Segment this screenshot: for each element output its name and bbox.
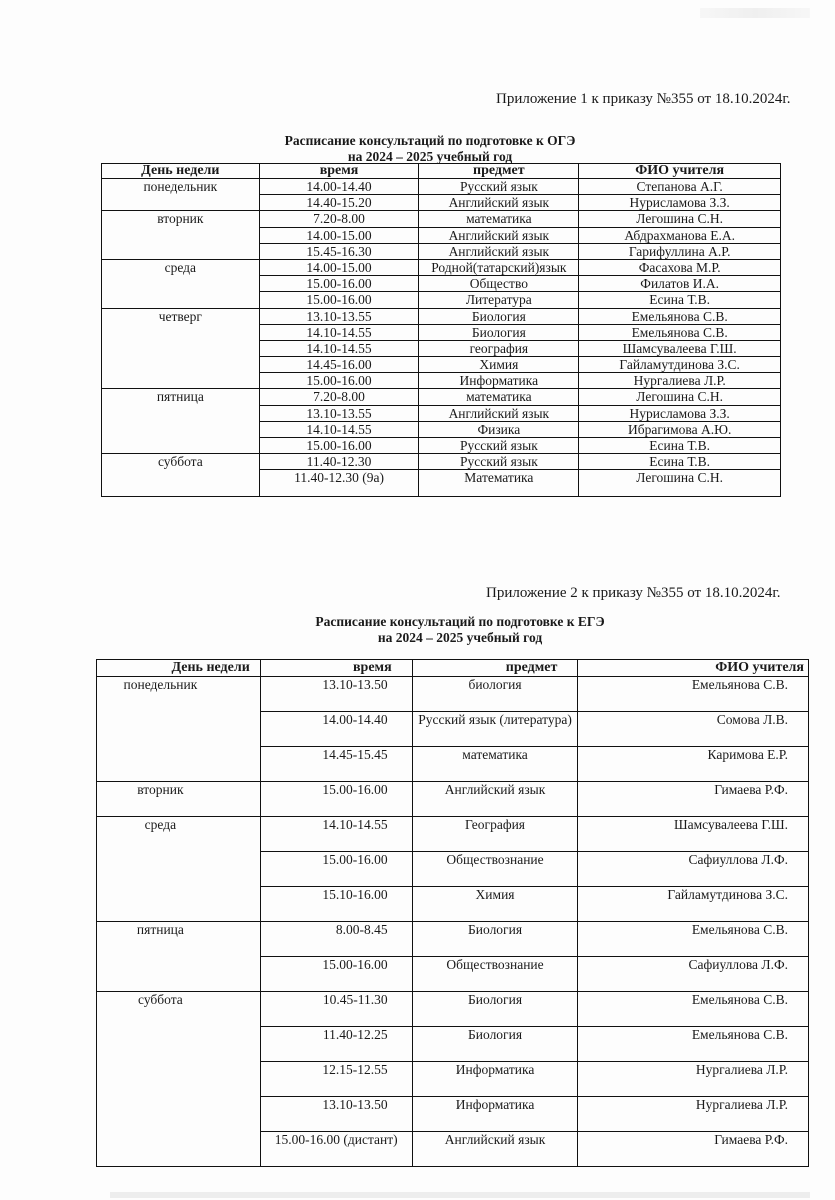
time-cell: 14.10-14.55: [260, 817, 412, 852]
subject-cell: Биология: [419, 308, 579, 324]
teacher-cell: Ибрагимова А.Ю.: [579, 421, 781, 437]
subject-cell: Родной(татарский)язык: [419, 259, 579, 275]
header-day: День недели: [102, 164, 260, 179]
table-row: [102, 211, 781, 227]
subject-cell: Химия: [412, 887, 578, 922]
subject-cell: математика: [419, 211, 579, 227]
ege-schedule-table: [96, 659, 809, 1167]
time-cell: 15.00-16.00: [259, 373, 419, 389]
table-row: [102, 308, 781, 324]
header-subject: предмет: [419, 164, 579, 179]
time-cell: 15.10-16.00: [260, 887, 412, 922]
teacher-cell: Гайламутдинова З.С.: [578, 887, 809, 922]
header-teacher: ФИО учителя: [578, 660, 809, 677]
time-cell: 14.10-14.55: [259, 324, 419, 340]
teacher-cell: Емельянова С.В.: [578, 992, 809, 1027]
table-header-row: [97, 660, 809, 677]
ege-table-body: [97, 677, 809, 1167]
day-cell: вторник: [102, 211, 260, 260]
subject-cell: Русский язык: [419, 438, 579, 454]
subject-cell: Английский язык: [419, 405, 579, 421]
teacher-cell: Есина Т.В.: [579, 454, 781, 470]
subject-cell: Общество: [419, 276, 579, 292]
table-row: [97, 677, 809, 712]
teacher-cell: Шамсувалеева Г.Ш.: [578, 817, 809, 852]
teacher-cell: Гарифуллина А.Р.: [579, 243, 781, 259]
table-row: [97, 992, 809, 1027]
teacher-cell: Емельянова С.В.: [578, 677, 809, 712]
teacher-cell: Сафиуллова Л.Ф.: [578, 957, 809, 992]
time-cell: 11.40-12.30 (9а): [259, 470, 419, 497]
subject-cell: Физика: [419, 421, 579, 437]
subject-cell: Русский язык: [419, 179, 579, 195]
teacher-cell: Нурисламова З.З.: [579, 195, 781, 211]
day-cell: вторник: [97, 782, 261, 817]
subject-cell: Обществознание: [412, 957, 578, 992]
teacher-cell: Есина Т.В.: [579, 292, 781, 308]
day-cell: суббота: [97, 992, 261, 1167]
time-cell: 7.20-8.00: [259, 389, 419, 405]
subject-cell: Биология: [419, 324, 579, 340]
time-cell: 14.45-16.00: [259, 357, 419, 373]
day-cell: четверг: [102, 308, 260, 389]
oge-title-line2: на 2024 – 2025 учебный год: [347, 149, 513, 164]
teacher-cell: Гайламутдинова З.С.: [579, 357, 781, 373]
teacher-cell: Филатов И.А.: [579, 276, 781, 292]
teacher-cell: Шамсувалеева Г.Ш.: [579, 340, 781, 356]
header-time: время: [259, 164, 419, 179]
teacher-cell: Легошина С.Н.: [579, 389, 781, 405]
time-cell: 14.00-15.00: [259, 227, 419, 243]
oge-schedule-table: [101, 163, 781, 497]
table-row: [97, 782, 809, 817]
teacher-cell: Нургалиева Л.Р.: [578, 1062, 809, 1097]
teacher-cell: Абдрахманова Е.А.: [579, 227, 781, 243]
day-cell: пятница: [97, 922, 261, 992]
subject-cell: Русский язык (литература): [412, 712, 578, 747]
header-teacher: ФИО учителя: [579, 164, 781, 179]
subject-cell: математика: [419, 389, 579, 405]
teacher-cell: Гимаева Р.Ф.: [578, 782, 809, 817]
subject-cell: Биология: [412, 992, 578, 1027]
time-cell: 13.10-13.50: [260, 1097, 412, 1132]
table-row: [97, 817, 809, 852]
table-row: [102, 259, 781, 275]
subject-cell: Английский язык: [419, 227, 579, 243]
teacher-cell: Нурисламова З.З.: [579, 405, 781, 421]
scan-edge-artifact: [700, 8, 810, 18]
time-cell: 15.00-16.00: [259, 438, 419, 454]
time-cell: 15.00-16.00: [259, 292, 419, 308]
ege-annex-note: Приложение 2 к приказу №355 от 18.10.2024г.: [486, 585, 781, 601]
time-cell: 14.10-14.55: [259, 340, 419, 356]
table-row: [102, 454, 781, 470]
time-cell: 15.45-16.30: [259, 243, 419, 259]
time-cell: 14.40-15.20: [259, 195, 419, 211]
subject-cell: Математика: [419, 470, 579, 497]
header-time: время: [260, 660, 412, 677]
subject-cell: Информатика: [419, 373, 579, 389]
day-cell: понедельник: [102, 179, 260, 211]
subject-cell: Биология: [412, 1027, 578, 1062]
subject-cell: Английский язык: [419, 195, 579, 211]
oge-annex-note: Приложение 1 к приказу №355 от 18.10.2024г.: [496, 91, 791, 107]
teacher-cell: Легошина С.Н.: [579, 211, 781, 227]
time-cell: 14.00-14.40: [260, 712, 412, 747]
subject-cell: География: [412, 817, 578, 852]
time-cell: 13.10-13.55: [259, 308, 419, 324]
time-cell: 15.00-16.00 (дистант): [260, 1132, 412, 1167]
time-cell: 14.45-15.45: [260, 747, 412, 782]
teacher-cell: Емельянова С.В.: [578, 922, 809, 957]
oge-title-line1: Расписание консультаций по подготовке к ОГЭ: [284, 133, 576, 148]
teacher-cell: Гимаева Р.Ф.: [578, 1132, 809, 1167]
time-cell: 7.20-8.00: [259, 211, 419, 227]
table-header-row: [102, 164, 781, 179]
scan-edge-artifact: [110, 1192, 810, 1198]
subject-cell: Информатика: [412, 1062, 578, 1097]
subject-cell: география: [419, 340, 579, 356]
time-cell: 13.10-13.55: [259, 405, 419, 421]
time-cell: 15.00-16.00: [259, 276, 419, 292]
teacher-cell: Емельянова С.В.: [578, 1027, 809, 1062]
time-cell: 8.00-8.45: [260, 922, 412, 957]
teacher-cell: Каримова Е.Р.: [578, 747, 809, 782]
teacher-cell: Степанова А.Г.: [579, 179, 781, 195]
subject-cell: Русский язык: [419, 454, 579, 470]
time-cell: 15.00-16.00: [260, 852, 412, 887]
subject-cell: Биология: [412, 922, 578, 957]
table-row: [97, 922, 809, 957]
time-cell: 13.10-13.50: [260, 677, 412, 712]
time-cell: 12.15-12.55: [260, 1062, 412, 1097]
subject-cell: биология: [412, 677, 578, 712]
subject-cell: математика: [412, 747, 578, 782]
teacher-cell: Есина Т.В.: [579, 438, 781, 454]
oge-table-body: [102, 179, 781, 497]
teacher-cell: Нургалиева Л.Р.: [578, 1097, 809, 1132]
day-cell: среда: [102, 259, 260, 308]
header-subject: предмет: [412, 660, 578, 677]
day-cell: понедельник: [97, 677, 261, 782]
teacher-cell: Емельянова С.В.: [579, 308, 781, 324]
day-cell: среда: [97, 817, 261, 922]
time-cell: 10.45-11.30: [260, 992, 412, 1027]
time-cell: 11.40-12.30: [259, 454, 419, 470]
ege-title-line1: Расписание консультаций по подготовке к ЕГЭ: [315, 614, 605, 629]
subject-cell: Литература: [419, 292, 579, 308]
header-day: День недели: [97, 660, 261, 677]
time-cell: 15.00-16.00: [260, 957, 412, 992]
time-cell: 14.10-14.55: [259, 421, 419, 437]
day-cell: суббота: [102, 454, 260, 497]
time-cell: 11.40-12.25: [260, 1027, 412, 1062]
ege-title-line2: на 2024 – 2025 учебный год: [377, 630, 543, 645]
teacher-cell: Сомова Л.В.: [578, 712, 809, 747]
ege-title: [260, 614, 660, 646]
teacher-cell: Сафиуллова Л.Ф.: [578, 852, 809, 887]
subject-cell: Химия: [419, 357, 579, 373]
table-row: [102, 179, 781, 195]
teacher-cell: Емельянова С.В.: [579, 324, 781, 340]
teacher-cell: Нургалиева Л.Р.: [579, 373, 781, 389]
subject-cell: Английский язык: [412, 1132, 578, 1167]
subject-cell: Английский язык: [419, 243, 579, 259]
subject-cell: Английский язык: [412, 782, 578, 817]
time-cell: 15.00-16.00: [260, 782, 412, 817]
oge-title: [230, 133, 630, 165]
time-cell: 14.00-14.40: [259, 179, 419, 195]
teacher-cell: Легошина С.Н.: [579, 470, 781, 497]
table-row: [102, 389, 781, 405]
day-cell: пятница: [102, 389, 260, 454]
subject-cell: Обществознание: [412, 852, 578, 887]
teacher-cell: Фасахова М.Р.: [579, 259, 781, 275]
subject-cell: Информатика: [412, 1097, 578, 1132]
time-cell: 14.00-15.00: [259, 259, 419, 275]
